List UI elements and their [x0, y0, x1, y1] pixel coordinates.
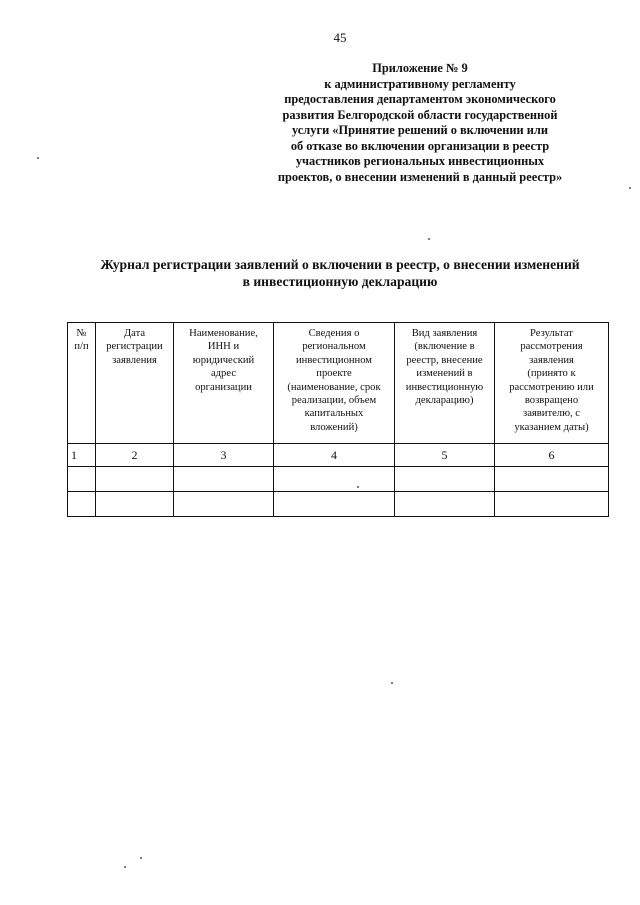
- table-cell-empty: [395, 467, 495, 492]
- column-header-line: Наименование,: [189, 328, 258, 339]
- column-header-registration-date: [96, 323, 174, 444]
- column-header-line: (принято к: [527, 368, 576, 380]
- table-row-empty: [68, 492, 609, 517]
- table-cell-empty: [96, 467, 174, 492]
- scan-speck: [428, 238, 430, 240]
- column-header-line: юридический: [192, 354, 255, 366]
- column-header-line: капитальных: [304, 408, 364, 420]
- column-header-line: реализации, объем: [291, 395, 377, 407]
- column-number-cell: 5: [395, 444, 495, 467]
- column-header-number: [68, 323, 96, 444]
- scan-speck: [37, 157, 39, 159]
- column-number-cell: 6: [495, 444, 609, 467]
- column-header-project-info: [274, 323, 395, 444]
- table-cell-empty: [395, 492, 495, 517]
- table-cell-empty: [68, 467, 96, 492]
- column-header-line: п/п: [74, 341, 89, 353]
- table-cell-empty: [495, 467, 609, 492]
- column-header-line: инвестиционную: [405, 381, 484, 393]
- column-header-line: адрес: [210, 368, 237, 380]
- appendix-line: развития Белгородской области государственной: [282, 107, 558, 122]
- journal-title-line: Журнал регистрации заявлений о включении в реестр, о внесении изменений: [100, 257, 580, 272]
- column-header-line: Дата: [123, 328, 146, 339]
- appendix-line: участников региональных инвестиционных: [295, 154, 545, 168]
- table-cell-empty: [68, 492, 96, 517]
- column-header-line: заявления: [112, 354, 157, 366]
- column-header-organization: [174, 323, 274, 444]
- column-number-cell: 4: [274, 444, 395, 467]
- appendix-line: предоставления департаментом экономического: [284, 92, 556, 106]
- column-header-line: регистрации: [106, 341, 163, 353]
- column-header-line: Результат: [530, 328, 573, 339]
- column-header-line: инвестиционном: [295, 354, 373, 366]
- appendix-line: Приложение № 9: [372, 61, 468, 75]
- appendix-line: проектов, о внесении изменений в данный реестр»: [277, 169, 563, 184]
- column-header-result: [495, 323, 609, 444]
- column-header-line: возвращено: [524, 395, 579, 407]
- column-header-line: Вид заявления: [411, 328, 478, 339]
- table-cell-empty: [174, 492, 274, 517]
- column-header-line: рассмотрению или: [509, 381, 594, 393]
- appendix-line: об отказе во включении организации в реестр: [290, 138, 550, 153]
- column-header-line: заявителю, с: [523, 408, 580, 420]
- column-number-cell: 2: [96, 444, 174, 467]
- appendix-header: [250, 61, 590, 185]
- scan-speck: [357, 486, 359, 488]
- column-header-application-type: [395, 323, 495, 444]
- column-header-line: проекте: [316, 368, 352, 380]
- column-header-line: вложений): [310, 421, 358, 433]
- table-cell-empty: [174, 467, 274, 492]
- column-number-cell: 3: [174, 444, 274, 467]
- column-header-line: указанием даты): [514, 421, 589, 433]
- column-number-row: [68, 444, 609, 467]
- scan-speck: [140, 857, 142, 859]
- table-row-empty: [68, 467, 609, 492]
- column-header-line: рассмотрения: [520, 341, 583, 353]
- scan-speck: [391, 682, 393, 684]
- journal-title: [60, 256, 620, 290]
- column-header-line: (наименование, срок: [287, 381, 381, 393]
- column-header-line: заявления: [529, 354, 574, 366]
- page-number: 45: [333, 30, 347, 45]
- scan-speck: [629, 187, 631, 189]
- appendix-line: услуги «Принятие решений о включении или: [291, 123, 549, 137]
- registration-journal-table: [67, 322, 609, 517]
- column-header-line: организации: [195, 381, 252, 393]
- scan-speck: [124, 866, 126, 868]
- column-header-line: (включение в: [414, 341, 475, 353]
- column-header-line: реестр, внесение: [406, 354, 483, 366]
- table-cell-empty: [495, 492, 609, 517]
- appendix-line: к административному регламенту: [324, 76, 516, 91]
- column-header-line: №: [76, 328, 87, 339]
- table-header-row: [68, 323, 609, 444]
- column-header-line: Сведения о: [308, 328, 360, 339]
- table-cell-empty: [96, 492, 174, 517]
- column-header-line: декларацию): [415, 395, 474, 407]
- table-cell-empty: [274, 492, 395, 517]
- table-cell-empty: [274, 467, 395, 492]
- journal-title-line: в инвестиционную декларацию: [242, 274, 438, 289]
- column-header-line: региональном: [302, 341, 366, 353]
- column-header-line: ИНН и: [207, 341, 240, 353]
- column-number-cell: 1: [68, 444, 96, 467]
- column-header-line: изменений в: [416, 368, 473, 380]
